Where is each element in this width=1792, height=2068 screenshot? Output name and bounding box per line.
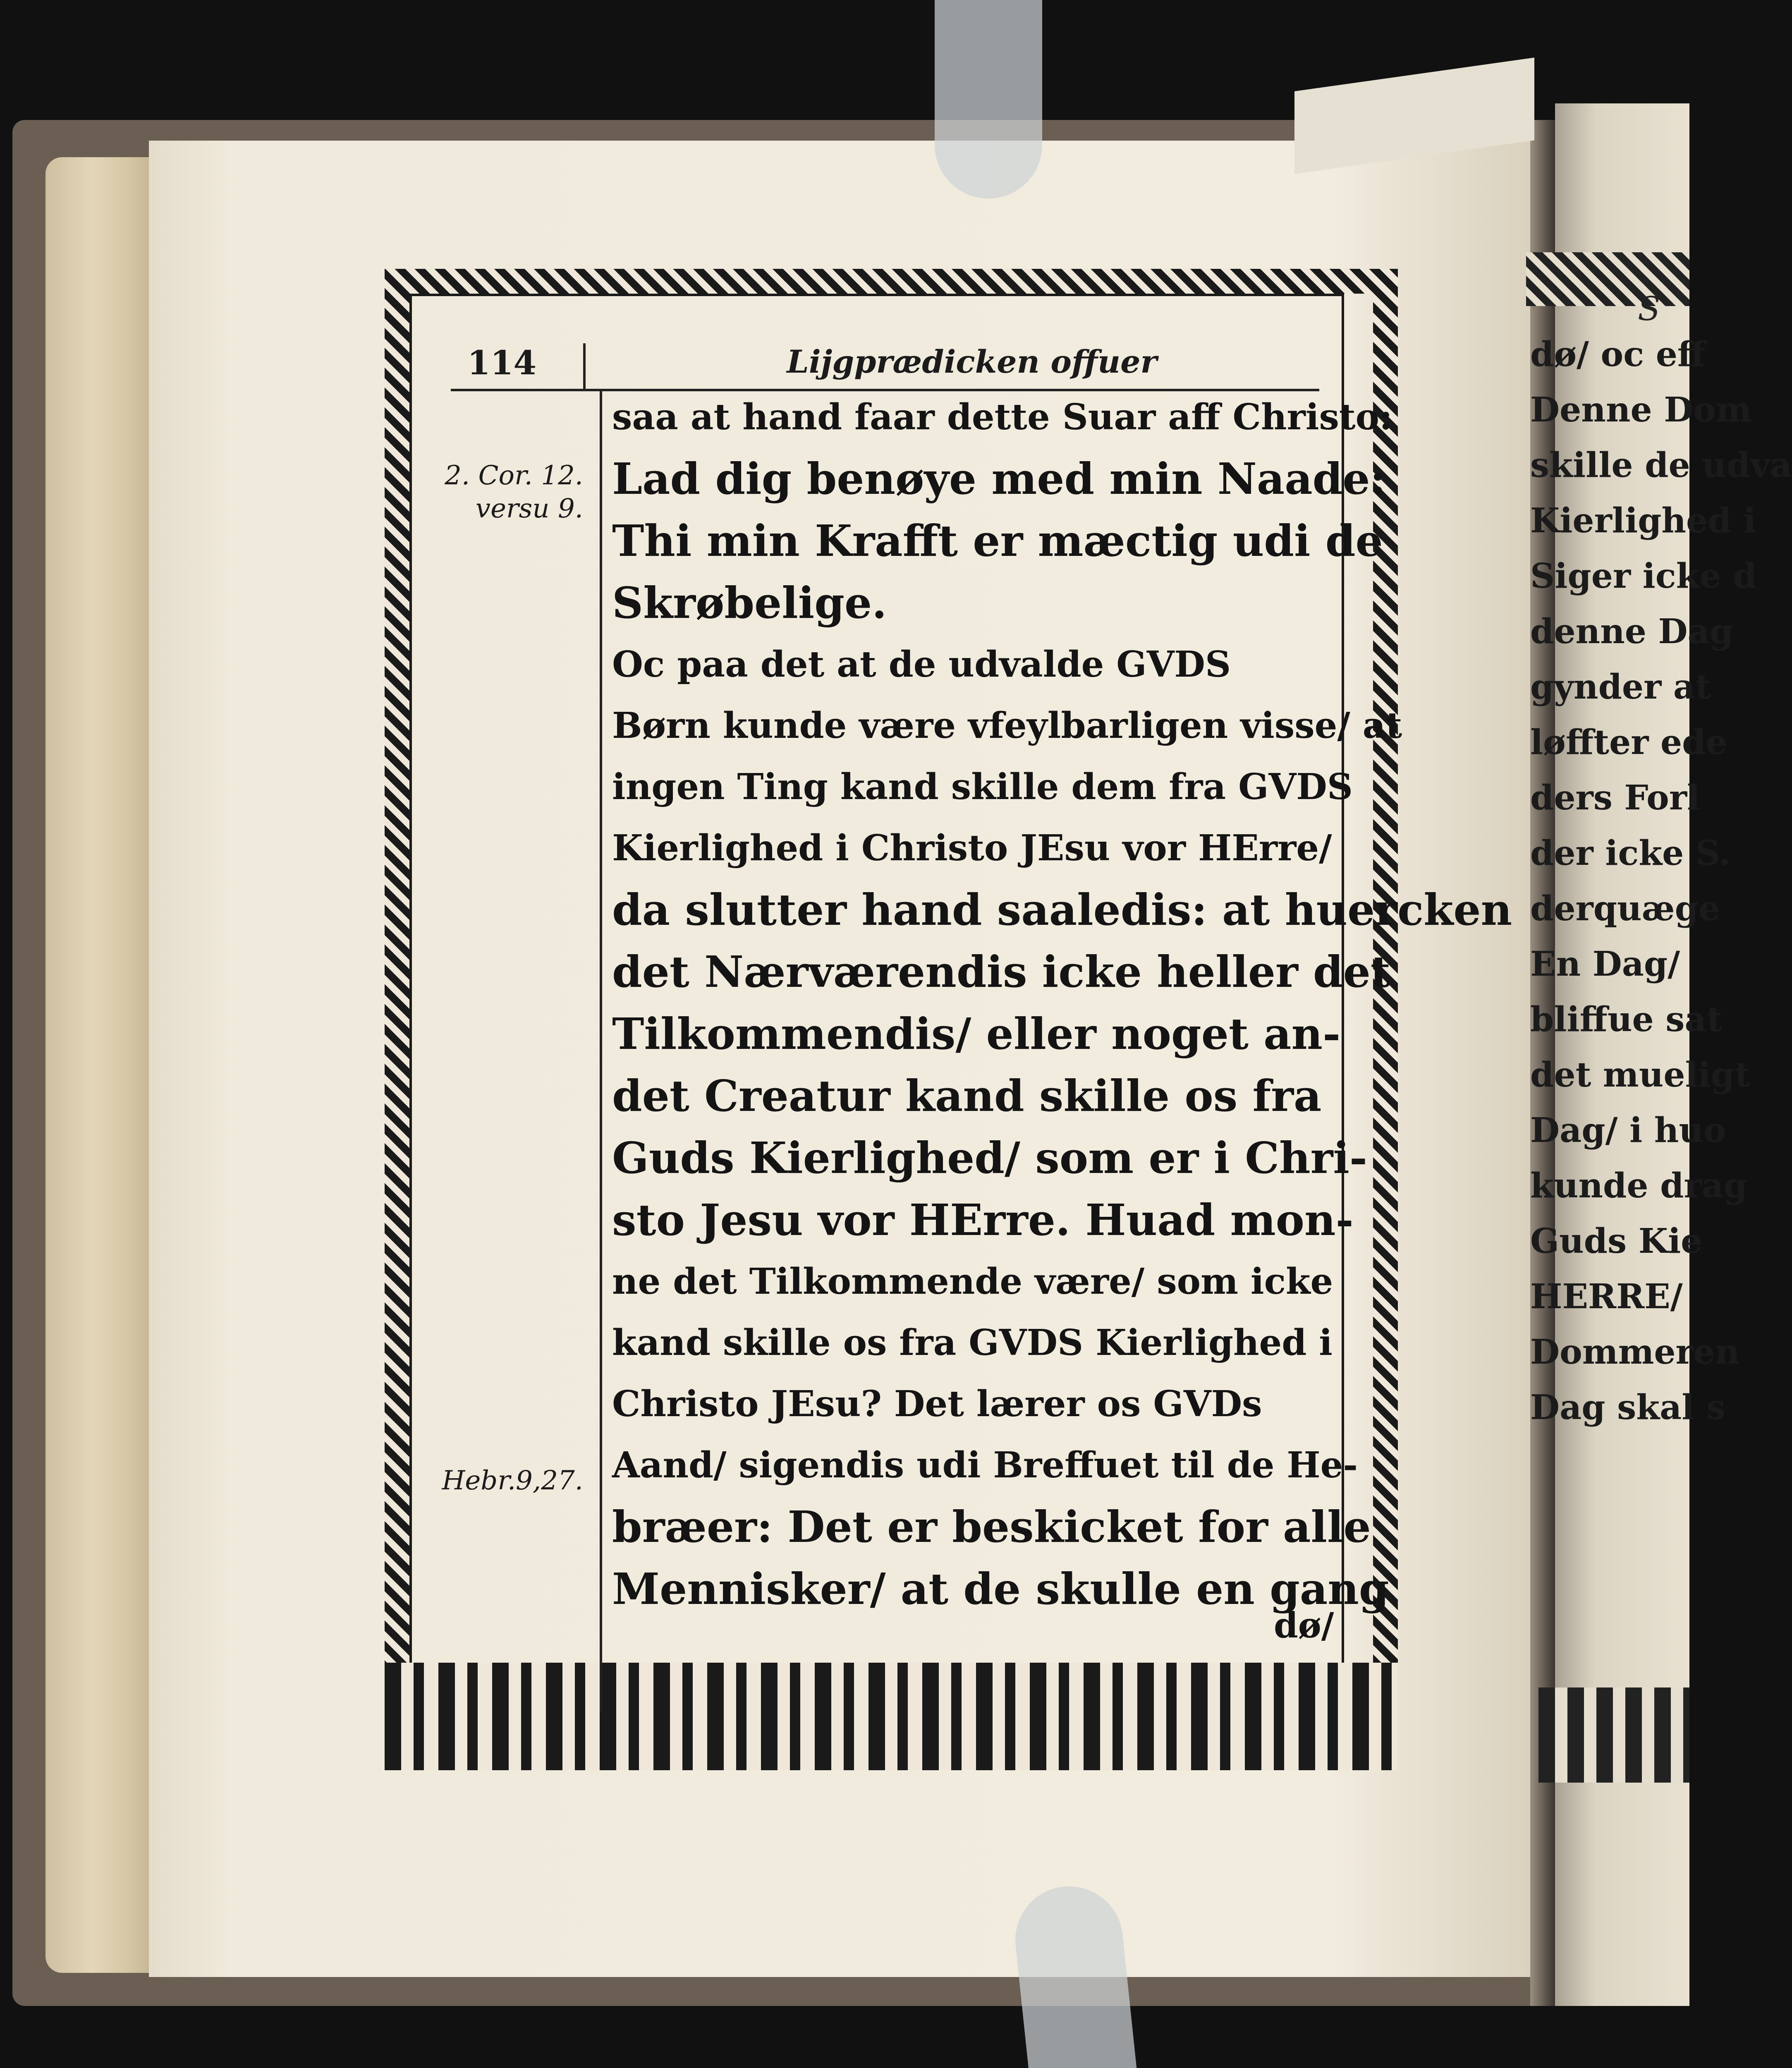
right-text-line: derquæge bbox=[1530, 889, 1720, 929]
right-page-text bbox=[1530, 327, 1792, 1435]
right-text-line: skille de udva bbox=[1530, 445, 1792, 485]
text-line: det Creatur kand skille os fra bbox=[612, 1070, 1322, 1121]
catchword: dø/ bbox=[1274, 1605, 1334, 1646]
right-text-line: Dommeren bbox=[1530, 1332, 1740, 1372]
bottom-ornament-band bbox=[385, 1663, 1398, 1770]
text-line: Tilkommendis/ eller noget an- bbox=[612, 1008, 1341, 1059]
header-divider bbox=[583, 343, 586, 389]
text-line: Thi min Krafft er mæctig udi de bbox=[612, 515, 1383, 566]
right-text-line: dø/ oc eff bbox=[1530, 335, 1706, 374]
text-line: bræer: Det er beskicket for alle bbox=[612, 1501, 1371, 1552]
text-line: ne det Tilkommende være/ som icke bbox=[612, 1261, 1333, 1302]
right-text-line: HERRE/ bbox=[1530, 1277, 1683, 1316]
right-text-line: det mueligt bbox=[1530, 1055, 1750, 1095]
text-line: Aand/ sigendis udi Breffuet til de He- bbox=[612, 1444, 1358, 1486]
right-text-line: Dag/ i huo bbox=[1530, 1111, 1726, 1150]
right-text-line: bliffue sat bbox=[1530, 1000, 1723, 1039]
text-line: Guds Kierlighed/ som er i Chri- bbox=[612, 1132, 1368, 1183]
page-edges bbox=[45, 157, 161, 1973]
text-line: da slutter hand saaledis: at huercken bbox=[612, 884, 1512, 935]
page-number: 114 bbox=[467, 343, 536, 382]
page-header bbox=[451, 343, 1319, 391]
page-clip-top bbox=[935, 0, 1042, 199]
text-line: sto Jesu vor HErre. Huad mon- bbox=[612, 1194, 1354, 1245]
margin-column-rule bbox=[600, 389, 602, 1712]
text-line: det Nærværendis icke heller det bbox=[612, 946, 1390, 997]
right-page-bottom-ornament bbox=[1538, 1687, 1689, 1783]
right-text-line: denne Dag bbox=[1530, 612, 1734, 651]
text-line: Christo JEsu? Det lærer os GVDs bbox=[612, 1383, 1262, 1425]
text-line: Oc paa det at de udvalde GVDS bbox=[612, 644, 1231, 685]
right-text-line: kunde drag bbox=[1530, 1166, 1748, 1206]
margin-note-hebrews: Hebr.9,27. bbox=[442, 1465, 583, 1496]
right-page-ornament bbox=[1526, 252, 1689, 306]
right-text-line: Guds Kie bbox=[1530, 1221, 1703, 1261]
right-text-line: ders Forl bbox=[1530, 778, 1700, 818]
running-head: Lijgprædicken offuer bbox=[787, 343, 1157, 380]
text-line: kand skille os fra GVDS Kierlighed i bbox=[612, 1322, 1333, 1364]
right-page-head: S bbox=[1638, 290, 1660, 328]
text-line: Børn kunde være vfeylbarligen visse/ at bbox=[612, 705, 1402, 747]
right-text-line: Dag skal s bbox=[1530, 1388, 1726, 1427]
right-text-line: Denne Dom bbox=[1530, 390, 1752, 430]
right-text-line: En Dag/ bbox=[1530, 944, 1680, 984]
text-line: ingen Ting kand skille dem fra GVDS bbox=[612, 766, 1353, 808]
text-line: Lad dig benøye med min Naade: bbox=[612, 453, 1386, 504]
text-line: Mennisker/ at de skulle en gang bbox=[612, 1563, 1389, 1614]
margin-note-corinthians: 2. Cor. 12. versu 9. bbox=[445, 460, 583, 524]
text-line: Skrøbelige. bbox=[612, 577, 887, 628]
right-text-line: Siger icke d bbox=[1530, 556, 1757, 596]
text-line: saa at hand faar dette Suar aff Christo: bbox=[612, 396, 1392, 438]
right-text-line: løffter ede bbox=[1530, 723, 1727, 762]
right-text-line: der icke S. bbox=[1530, 833, 1731, 873]
text-line: Kierlighed i Christo JEsu vor HErre/ bbox=[612, 827, 1332, 869]
right-text-line: gynder at bbox=[1530, 667, 1711, 707]
body-text bbox=[612, 387, 1512, 1620]
right-text-line: Kierlighed i bbox=[1530, 501, 1756, 541]
